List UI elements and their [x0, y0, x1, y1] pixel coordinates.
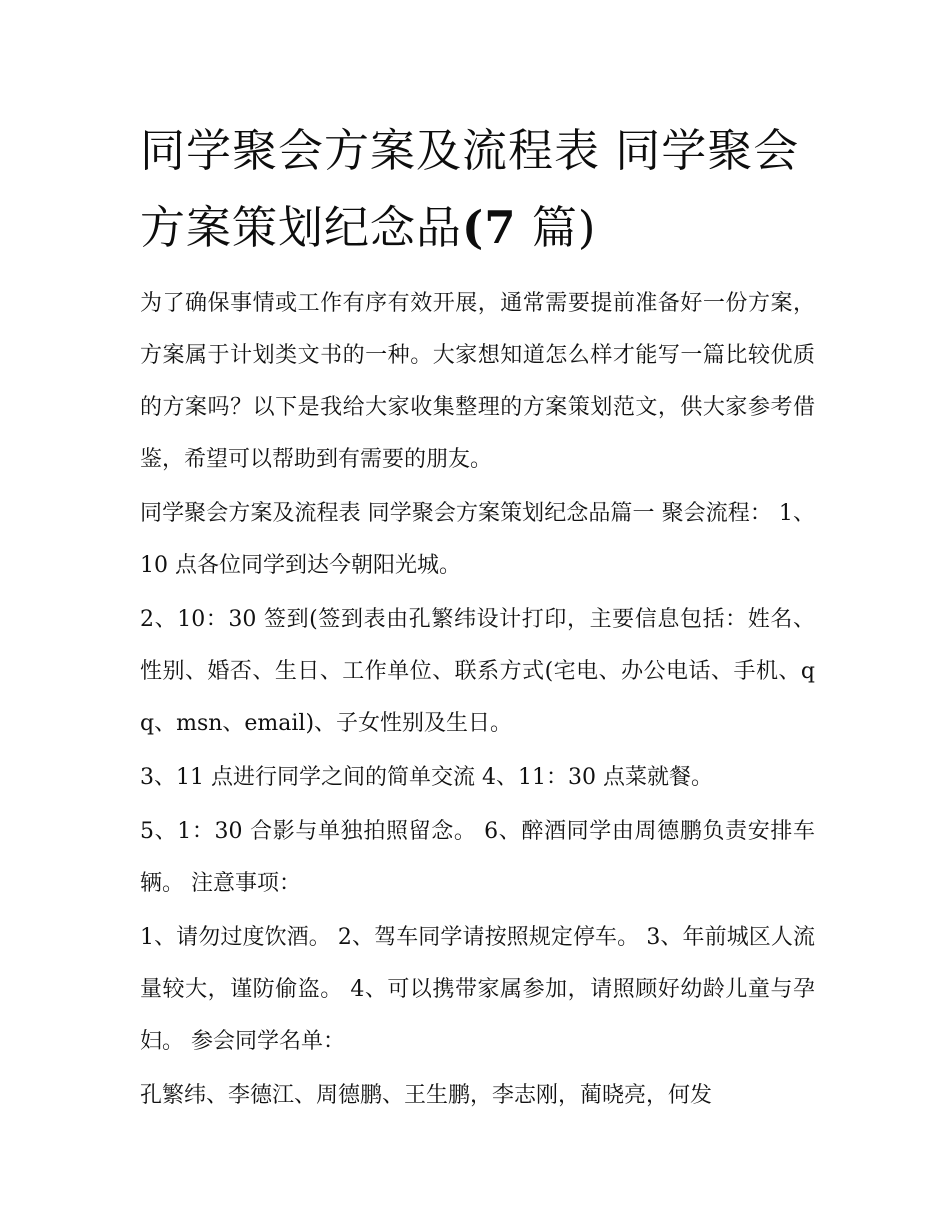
title-text: 同学聚会方案及流程表 同学聚会方案策划纪念品: [140, 124, 800, 254]
paragraph-process: 同学聚会方案及流程表 同学聚会方案策划纪念品篇一 聚会流程： 1、10 点各位同学到达今朝阳光城。: [140, 501, 815, 578]
paragraph-notes: 1、请勿过度饮酒。 2、驾车同学请按照规定停车。 3、年前城区人流量较大，谨防偷盗。 4、可以携带家属参加，请照顾好幼龄儿童与孕妇。 参会同学名单：: [140, 925, 815, 1054]
paragraph-intro: 为了确保事情或工作有序有效开展，通常需要提前准备好一份方案，方案属于计划类文书的一种。大家想知道怎么样才能写一篇比较优质的方案吗？以下是我给大家收集整理的方案策划范文，供大家参考借鉴，希望可以帮助到有需要的朋友。: [140, 291, 815, 472]
document-title: [140, 112, 815, 266]
paragraph-photo: 5、1：30 合影与单独拍照留念。 6、醉酒同学由周德鹏负责安排车辆。 注意事项：: [140, 819, 815, 896]
title-count: (7: [462, 201, 517, 254]
paragraph-exchange: 3、11 点进行同学之间的简单交流 4、11：30 点菜就餐。: [140, 765, 713, 790]
document-page: [140, 112, 815, 1124]
paragraph-sign-in: 2、10：30 签到(签到表由孔繁纬设计打印，主要信息包括：姓名、性别、婚否、生日、工作单位、联系方式(宅电、办公电话、手机、qq、msn、email)、子女性别及生日。: [140, 607, 815, 736]
paragraph-attendees: 孔繁纬、李德江、周德鹏、王生鹏，李志刚，蔺晓亮，何发: [140, 1083, 713, 1108]
document-body: [140, 278, 815, 1122]
title-suffix: 篇): [516, 201, 597, 254]
